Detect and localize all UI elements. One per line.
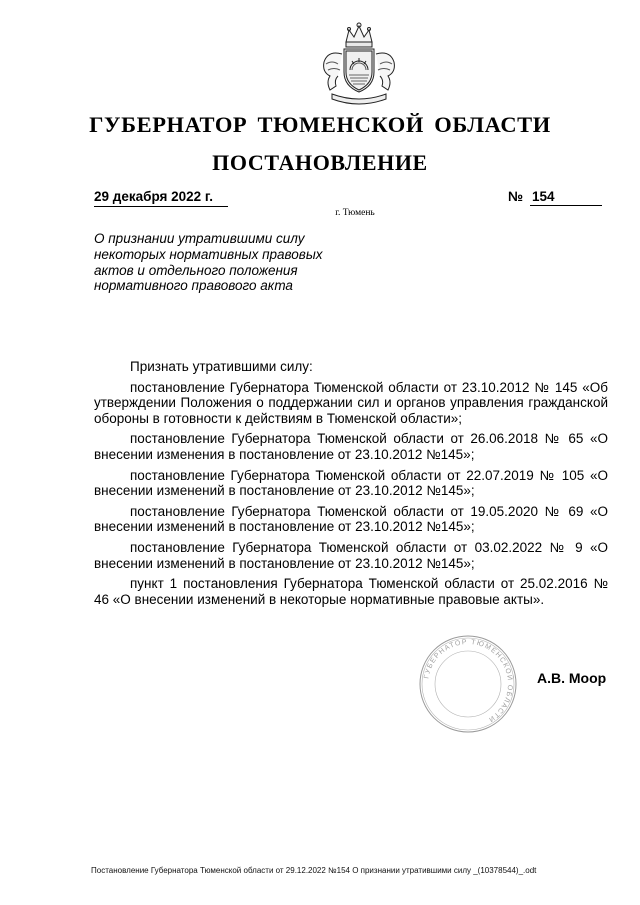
document-body [94, 359, 608, 612]
document-type: ПОСТАНОВЛЕНИЕ [212, 150, 428, 175]
svg-text:ГУБЕРНАТОР ТЮМЕНСКОЙ ОБЛАСТИ [423, 639, 515, 723]
body-item: пункт 1 постановления Губернатора Тюменской области от 25.02.2016 № 46 «О внесении изменений в некоторые нормативные правовые акты». [94, 576, 608, 607]
official-stamp-icon [418, 634, 518, 734]
document-subject: О признании утратившими силу некоторых нормативных правовых актов и отдельного положения нормативного правового акта [94, 231, 323, 294]
organization-title: ГУБЕРНАТОР ТЮМЕНСКОЙ ОБЛАСТИ [89, 112, 551, 137]
signatory-name: А.В. Моор [537, 670, 607, 686]
body-item: постановление Губернатора Тюменской области от 23.10.2012 № 145 «Об утверждении Положения о поддержании сил и органов управления гражданской обороны в готовности к действиям в Тюменской области»; [94, 379, 608, 426]
document-number: 154 [530, 189, 602, 206]
coat-of-arms-icon [316, 20, 402, 110]
document-footer: Постановление Губернатора Тюменской области от 29.12.2022 №154 О признании утратившими силу _(10378544)_.odt [91, 866, 537, 875]
document-date: 29 декабря 2022 г. [94, 189, 228, 207]
document-place: г. Тюмень [335, 208, 375, 218]
body-intro: Признать утратившими силу: [130, 359, 313, 374]
document-number-label: № [508, 189, 524, 204]
body-item: постановление Губернатора Тюменской области от 26.06.2018 № 65 «О внесении изменения в постановление от 23.10.2012 №145»; [94, 431, 608, 462]
body-item: постановление Губернатора Тюменской области от 19.05.2020 № 69 «О внесении изменений в постановление от 23.10.2012 №145»; [94, 503, 608, 535]
body-item: постановление Губернатора Тюменской области от 03.02.2022 № 9 «О внесении изменений в постановление от 23.10.2012 №145»; [94, 539, 608, 571]
body-item: постановление Губернатора Тюменской области от 22.07.2019 № 105 «О внесении изменений в постановление от 23.10.2012 №145»; [94, 467, 608, 499]
stamp-text: ГУБЕРНАТОР ТЮМЕНСКОЙ ОБЛАСТИ [423, 638, 514, 724]
